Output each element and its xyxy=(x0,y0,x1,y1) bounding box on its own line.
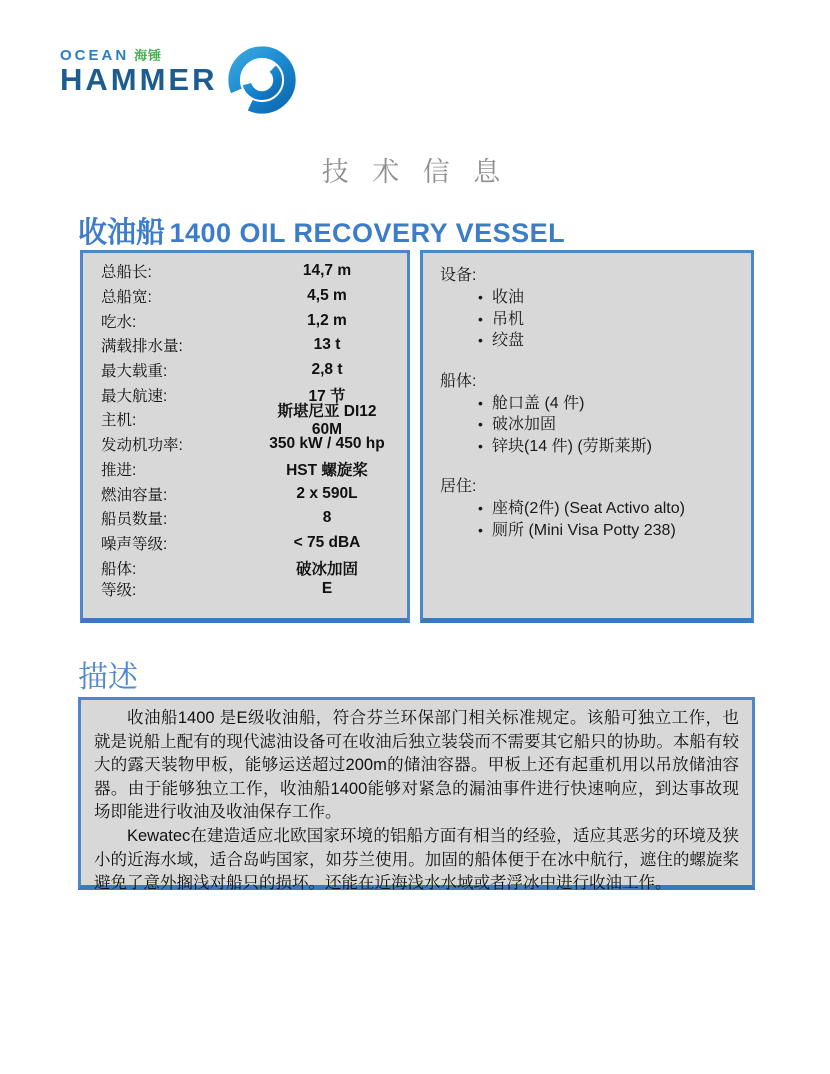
spec-value: 4,5 m xyxy=(307,287,347,305)
spec-row xyxy=(101,531,393,556)
spec-label: 燃油容量: xyxy=(101,486,168,504)
spec-label: 最大航速: xyxy=(101,387,168,405)
section-heading-en: 1400 OIL RECOVERY VESSEL xyxy=(169,218,566,248)
spec-value: < 75 dBA xyxy=(293,533,361,551)
equipment-item: • 绞盘 xyxy=(440,330,741,352)
spec-value: 8 xyxy=(322,509,332,527)
logo-ocean-text: OCEAN xyxy=(60,47,130,64)
wave-swirl-icon xyxy=(228,46,296,114)
section-heading xyxy=(78,210,565,251)
equipment-list xyxy=(440,287,741,352)
description-paragraph: 收油船1400 是E级收油船，符合芬兰环保部门相关标准规定。该船可独立工作，也就是说船上配有的现代滤油设备可在收油后独立装袋而不需要其它船只的协助。本船有较大的露天装物甲板，能够运送超过200m的储油容器。甲板上还有起重机用以吊放储油容器。由于能够独立工作，收油船1400能够对紧急的漏油事件进行快速响应，到达事故现场即能进行收油及收油保存工作。 xyxy=(94,709,739,822)
equipment-list xyxy=(440,393,741,458)
spec-label: 船员数量: xyxy=(101,511,168,529)
spec-value: 14,7 m xyxy=(302,262,352,280)
spec-label: 主机: xyxy=(101,412,137,430)
equipment-item: • 破冰加固 xyxy=(440,414,741,436)
spec-value: 2 x 590L xyxy=(296,484,358,502)
section-heading-cn: 收油船 xyxy=(78,217,166,249)
spec-row xyxy=(101,284,393,309)
spec-value: HST 螺旋桨 xyxy=(286,461,368,479)
spec-label: 噪声等级: xyxy=(101,535,168,553)
spec-label: 总船宽: xyxy=(101,289,152,307)
spec-label: 船体: xyxy=(101,560,137,578)
equipment-item: • 座椅(2件) (Seat Activo alto) xyxy=(440,498,741,520)
spec-row xyxy=(101,308,393,333)
spec-label: 满载排水量: xyxy=(101,338,183,356)
spec-label: 总船长: xyxy=(101,264,152,282)
equipment-item: • 舱口盖 (4 件) xyxy=(440,393,741,415)
spec-value: 破冰加固 xyxy=(295,560,358,578)
spec-table xyxy=(80,250,410,623)
spec-label: 等级: xyxy=(101,582,137,600)
spec-row xyxy=(101,333,393,358)
equipment-group xyxy=(440,476,741,541)
equipment-item: • 厕所 (Mini Visa Potty 238) xyxy=(440,520,741,542)
description-paragraph: Kewatec在建造适应北欧国家环境的铝船方面有相当的经验，适应其恶劣的环境及狭小的近海水域，适合岛屿国家，如芬兰使用。加固的船体便于在冰中航行，遮住的螺旋桨避免了意外搁浅对船只的损坏。还能在近海浅水水域或者浮冰中进行收油工作。 xyxy=(94,826,739,893)
spec-row xyxy=(101,259,393,284)
equipment-group xyxy=(440,265,741,352)
spec-label: 吃水: xyxy=(101,313,137,331)
spec-value: E xyxy=(321,580,333,598)
description-box xyxy=(78,697,755,893)
spec-row xyxy=(101,555,393,580)
equipment-list xyxy=(440,498,741,541)
spec-value: 17 节 xyxy=(308,387,346,405)
company-logo xyxy=(60,45,300,120)
spec-label: 最大载重: xyxy=(101,363,168,381)
logo-chinese-text: 海锤 xyxy=(134,48,163,63)
spec-row xyxy=(101,403,393,439)
spec-row xyxy=(101,506,393,531)
equipment-item: • 收油 xyxy=(440,287,741,309)
spec-row xyxy=(101,358,393,383)
spec-value: 斯堪尼亚 DI12 60M xyxy=(277,403,377,439)
equipment-group xyxy=(440,371,741,458)
spec-value: 13 t xyxy=(313,336,341,354)
equipment-group-title: 设备: xyxy=(440,267,477,284)
spec-label: 发动机功率: xyxy=(101,437,183,455)
spec-row xyxy=(101,481,393,506)
equipment-box xyxy=(420,250,754,623)
equipment-item: • 锌块(14 件) (劳斯莱斯) xyxy=(440,436,741,458)
spec-value: 350 kW / 450 hp xyxy=(269,435,385,453)
equipment-item: • 吊机 xyxy=(440,309,741,331)
spec-row xyxy=(101,432,393,457)
logo-hammer-text: HAMMER xyxy=(60,62,218,97)
spec-row xyxy=(101,457,393,482)
document-title: 技 术 信 息 xyxy=(321,157,509,187)
equipment-group-title: 船体: xyxy=(440,372,477,390)
spec-value: 1,2 m xyxy=(307,311,347,329)
spec-value: 2,8 t xyxy=(311,361,343,379)
description-heading: 描述 xyxy=(78,661,138,694)
spec-row xyxy=(101,580,393,599)
equipment-group-title: 居住: xyxy=(440,478,477,495)
spec-label: 推进: xyxy=(101,461,137,479)
